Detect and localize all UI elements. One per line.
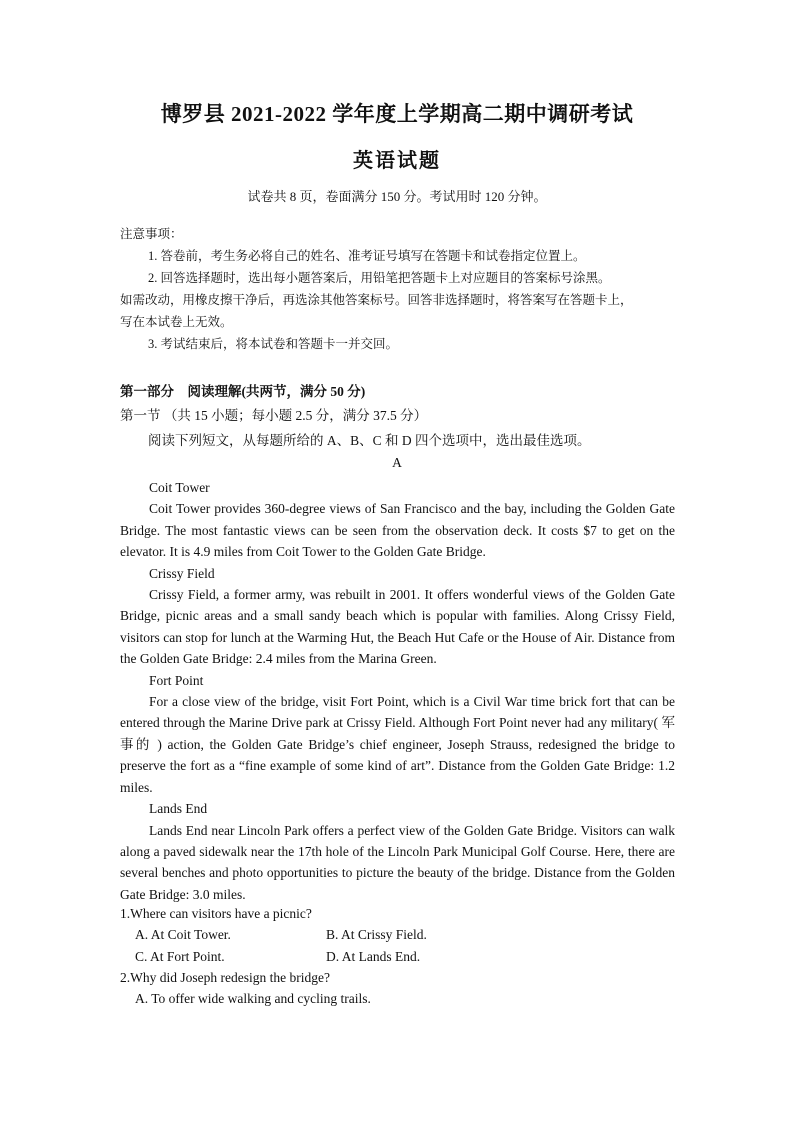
exam-info: 试卷共 8 页，卷面满分 150 分。考试用时 120 分钟。 [247,189,547,204]
exam-title: 博罗县 2021-2022 学年度上学期高二期中调研考试 [160,102,634,126]
question-stem: 2.Why did Joseph redesign the bridge? [120,970,330,985]
notes-block [120,223,678,355]
question-stem: 1.Where can visitors have a picnic? [120,906,312,921]
notes-item: 1. 答卷前，考生务必将自己的姓名、准考证号填写在答题卡和试卷指定位置上。 [148,249,586,263]
section-heading: 第一部分 阅读理解(共两节，满分 50 分) [120,384,366,399]
passage-body [120,477,675,905]
passage-paragraph-coit-tower: Coit Tower provides 360-degree views of San Francisco and the bay, including the Golden Gate Bridge. The most fantastic views can be seen from the observation deck. It costs $7 to get on the elevator. It is 4.9 miles from Coit Tower to the Golden Gate Bridge. [120,501,675,560]
question-1 [120,903,675,967]
notes-item: 写在本试卷上无效。 [120,315,233,329]
passage-label: A [392,455,402,470]
section-sub: 第一节 （共 15 小题；每小题 2.5 分，满分 37.5 分） [120,408,428,423]
passage-paragraph-crissy-field: Crissy Field, a former army, was rebuilt in 2001. It offers wonderful views of the Golden Gate Bridge, picnic areas and a small sandy beach which is popular with families. Along Crissy Field, visitors can stop for lunch at the Warming Hut, the Beach Hut Cafe or the House of Air. Distance from the Golden Gate Bridge: 2.4 miles from the Marina Green. [120,587,675,667]
exam-subtitle: 英语试题 [353,150,441,172]
passage-heading-lands-end: Lands End [149,801,208,817]
option-a: A. To offer wide walking and cycling trails. [135,991,371,1007]
option-row [120,988,675,1009]
notes-item: 3. 考试结束后，将本试卷和答题卡一并交回。 [148,337,399,351]
question-2 [120,967,675,1010]
option-row [120,924,675,945]
passage-heading-fort-point: Fort Point [149,672,204,688]
option-c: C. At Fort Point. [135,948,225,964]
passage-paragraph-lands-end: Lands End near Lincoln Park offers a perfect view of the Golden Gate Bridge. Visitors can walk along a paved sidewalk near the 17th hole of the Lincoln Park Municipal Golf Course. Here, there are several benches and photo opportunities to picture the beauty of the bridge. Distance from the Golden Gate Bridge: 3.0 miles. [120,822,675,902]
option-b: B. At Crissy Field. [326,927,427,943]
passage-heading-coit-tower: Coit Tower [149,480,210,495]
section-instruction: 阅读下列短文，从每题所给的 A、B、C 和 D 四个选项中，选出最佳选项。 [148,433,591,448]
notes-item: 2. 回答选择题时，选出每小题答案后，用铅笔把答题卡上对应题目的答案标号涂黑。 [148,271,611,285]
passage-heading-crissy-field: Crissy Field [149,565,215,581]
option-d: D. At Lands End. [326,948,421,964]
option-row [120,946,675,967]
passage-paragraph-fort-point: For a close view of the bridge, visit Fort Point, which is a Civil War time brick fort that can be entered through the Marine Drive park at Crissy Field. Although Fort Point never had any military( 军事的 ) action, the Golden Gate Bridge’s chief engineer, Joseph Strauss, redesigned the bridge to preserve the fort as a “fine example of some kind of art”. Distance from the Golden Gate Bridge: 1.2 miles. [120,694,675,795]
option-a: A. At Coit Tower. [135,927,231,943]
notes-heading: 注意事项： [120,227,183,241]
notes-item: 如需改动，用橡皮擦干净后，再选涂其他答案标号。回答非选择题时，将答案写在答题卡上， [120,293,633,307]
